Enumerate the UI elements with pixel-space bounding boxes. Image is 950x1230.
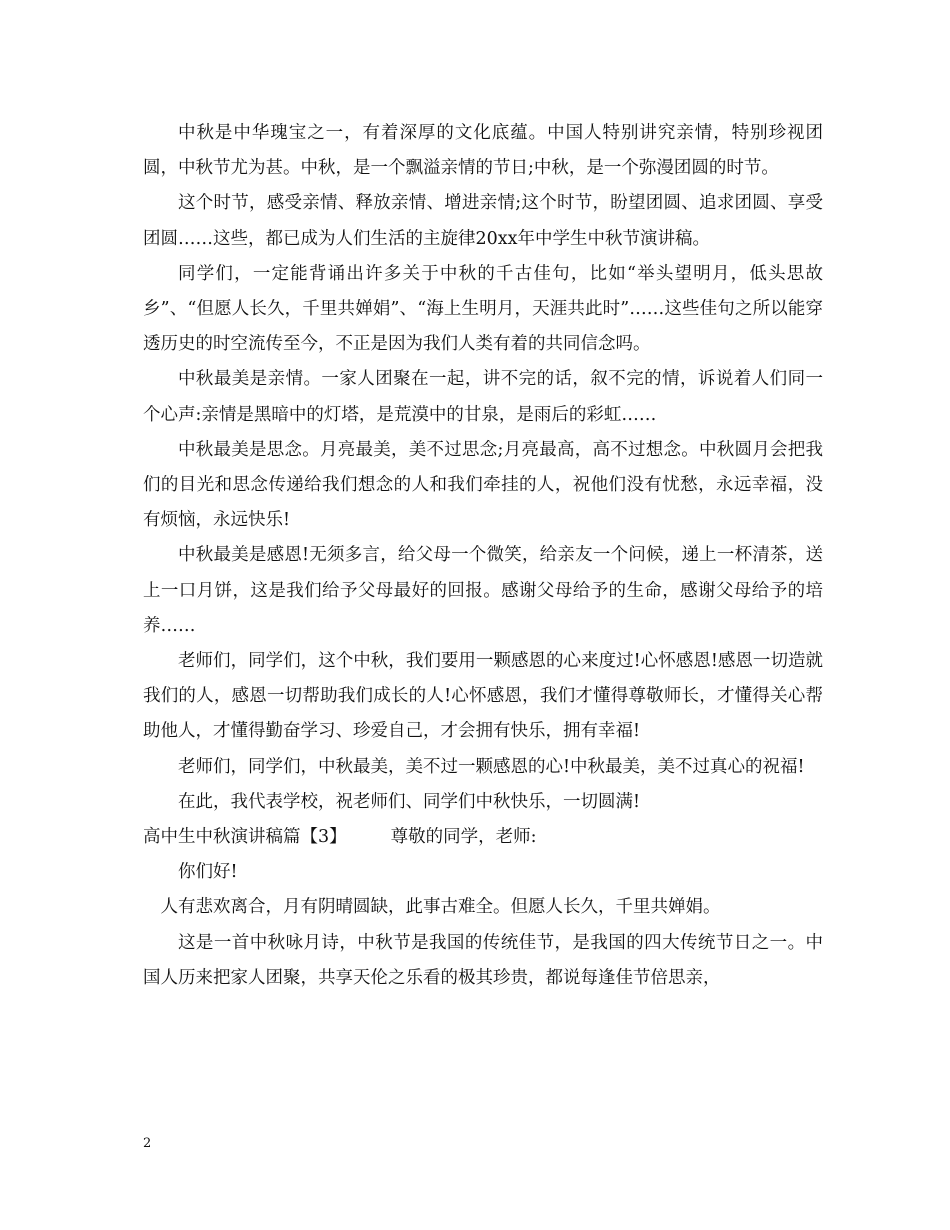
paragraph-8: 老师们，同学们，中秋最美，美不过一颗感恩的心!中秋最美，美不过真心的祝福! (178, 756, 805, 777)
paragraph-poem-intro: 这是一首中秋咏月诗，中秋节是我国的传统佳节，是我国的四大传统节日之一。中国人历来把家人团聚，共享天伦之乐看的极其珍贵，都说每逢佳节倍思亲， (143, 932, 823, 988)
paragraph-greeting: 你们好! (178, 862, 238, 883)
paragraph-2: 这个时节，感受亲情、释放亲情、增进亲情;这个时节，盼望团圆、追求团圆、享受团圆……这些，都已成为人们生活的主旋律20xx年中学生中秋节演讲稿。 (143, 193, 823, 249)
paragraph-3: 同学们，一定能背诵出许多关于中秋的千古佳句，比如“举头望明月，低头思故乡”、“但愿人长久，千里共婵娟”、“海上生明月，天涯共此时”……这些佳句之所以能穿透历史的时空流传至今，不正是因为我们人类有着的共同信念吗。 (143, 263, 823, 355)
paragraph-poem: 人有悲欢离合，月有阴晴圆缺，此事古难全。但愿人长久，千里共婵娟。 (160, 897, 721, 918)
paragraph-6: 中秋最美是感恩!无须多言，给父母一个微笑，给亲友一个问候，递上一杯清茶，送上一口月饼，这是我们给予父母最好的回报。感谢父母给予的生命，感谢父母给予的培养…… (143, 545, 823, 636)
paragraph-9: 在此，我代表学校，祝老师们、同学们中秋快乐，一切圆满! (178, 791, 641, 812)
paragraph-1: 中秋是中华瑰宝之一，有着深厚的文化底蕴。中国人特别讲究亲情，特别珍视团圆，中秋节尤为甚。中秋，是一个飘溢亲情的节日;中秋，是一个弥漫团圆的时节。 (143, 123, 823, 179)
paragraph-5: 中秋最美是思念。月亮最美，美不过思念;月亮最高，高不过想念。中秋圆月会把我们的目光和思念传递给我们想念的人和我们牵挂的人，祝他们没有忧愁，永远幸福，没有烦恼，永远快乐! (143, 439, 823, 531)
salutation: 尊敬的同学，老师: (390, 827, 537, 848)
section-heading: 高中生中秋演讲稿篇【3】 (143, 827, 347, 848)
document-body (143, 116, 823, 996)
section-heading-line (143, 820, 823, 855)
paragraph-4: 中秋最美是亲情。一家人团聚在一起，讲不完的话，叙不完的情，诉说着人们同一个心声:亲情是黑暗中的灯塔，是荒漠中的甘泉，是雨后的彩虹…… (143, 369, 823, 425)
paragraph-7: 老师们，同学们，这个中秋，我们要用一颗感恩的心来度过!心怀感恩!感恩一切造就我们的人，感恩一切帮助我们成长的人!心怀感恩，我们才懂得尊敬师长，才懂得关心帮助他人，才懂得勤奋学习、珍爱自己，才会拥有快乐，拥有幸福! (143, 651, 823, 742)
page-number: 2 (143, 1136, 152, 1151)
